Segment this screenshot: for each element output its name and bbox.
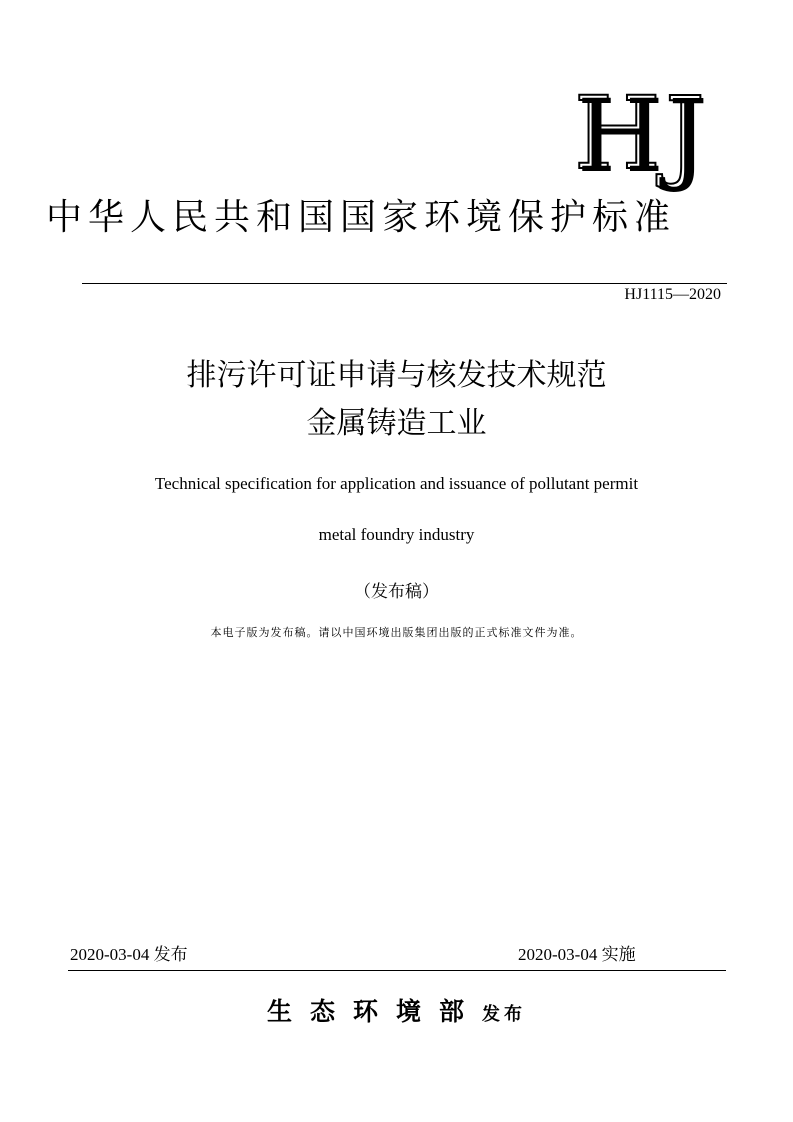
title-en-line2: metal foundry industry <box>318 525 475 544</box>
standard-code: HJ1115—2020 <box>624 286 721 303</box>
effective-date: 2020-03-04 实施 <box>518 945 636 964</box>
issuer-name: 生态环境部 <box>266 997 482 1026</box>
publication-note: 本电子版为发布稿。请以中国环境出版集团出版的正式标准文件为准。 <box>210 626 583 639</box>
issuer-suffix: 发布 <box>482 1004 526 1025</box>
issuer-block <box>0 992 793 1028</box>
header-rule <box>82 283 727 284</box>
footer-rule <box>68 970 726 971</box>
issue-date: 2020-03-04 发布 <box>70 945 188 964</box>
standard-category: 中华人民共和国国家环境保护标准 <box>46 197 677 238</box>
title-en-line1: Technical specification for application and issuance of pollutant permit <box>154 474 639 493</box>
draft-label: （发布稿） <box>354 582 439 602</box>
hj-logo: HJ <box>573 75 709 192</box>
title-zh-line2: 金属铸造工业 <box>306 406 487 441</box>
title-zh-line1: 排污许可证申请与核发技术规范 <box>186 358 607 393</box>
